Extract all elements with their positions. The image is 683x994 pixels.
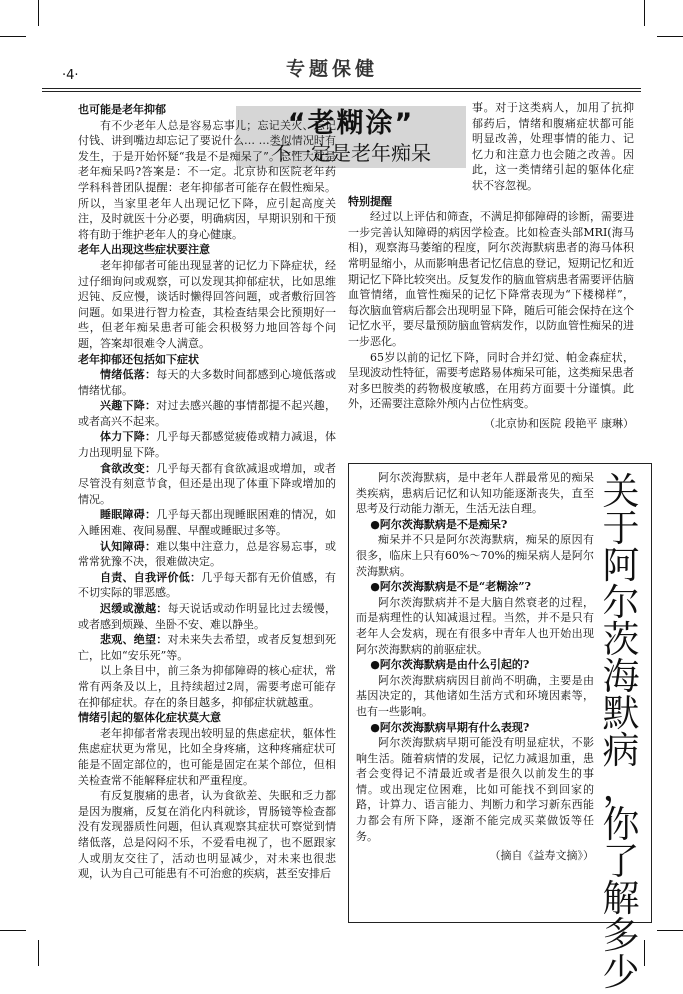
paragraph: 老年抑郁者常表现出较明显的焦虑症状，躯体性焦虑症状更为常见，比如全身疼痛，这种疼痛症状可能是不固定部位的，也可能是固定在某个部位，但相关检查常不能解释症状和严重程度。 <box>78 726 336 787</box>
heading-symptoms: 老年抑郁还包括如下症状 <box>78 352 199 366</box>
symptom-text: 对未来失去希望，或者反复想到死亡，比如“安乐死”等。 <box>78 633 336 662</box>
heading-special-reminder: 特别提醒 <box>348 194 392 208</box>
vertical-title-char: 茨 <box>602 618 640 661</box>
symptom-term: 睡眠障碍： <box>100 508 157 522</box>
headline: “老糊涂” <box>287 108 415 139</box>
symptom-text: 对过去感兴趣的事情都提不起兴趣，或者高兴不起来。 <box>78 399 336 428</box>
symptom-text: 难以集中注意力，总是容易忘事，或常常犹豫不决，很难做决定。 <box>78 539 336 569</box>
sidebar-content <box>356 470 594 864</box>
vertical-title-char: 你 <box>602 803 640 846</box>
vertical-title-char: 解 <box>602 877 640 920</box>
symptom-text: 几乎每天都有无价值感，有不切实际的罪恶感。 <box>78 570 336 600</box>
vertical-title-char: 海 <box>602 655 640 698</box>
byline: （北京协和医院 段艳平 康琳） <box>484 416 634 430</box>
symptom-item <box>78 539 336 570</box>
vertical-title-char: 病 <box>602 729 640 772</box>
symptom-item <box>78 601 336 632</box>
crop-mark-tr-v <box>644 0 645 26</box>
header-rule-bottom <box>42 91 641 92</box>
symptom-item <box>78 570 336 601</box>
symptom-text: 几乎每天都感觉疲倦或精力减退，体力出现明显下降。 <box>78 430 336 460</box>
vertical-title-char: 阿 <box>602 544 640 587</box>
sidebar-vertical-title <box>598 470 644 994</box>
vertical-title-char: 于 <box>602 507 640 550</box>
qa-answer: 阿尔茨海默病病因目前尚不明确，主要是由基因决定的，其他诸如生活方式和环境因素等，也有一些影响。 <box>356 673 594 718</box>
crop-mark-br-h <box>657 930 683 931</box>
right-column <box>348 100 634 431</box>
paragraph: 经过以上评估和筛查，不满足抑郁障碍的诊断，需要进一步完善认知障碍的病因学检查。比如检查头部MRI(海马相)，观察海马萎缩的程度，阿尔茨海默病患者的海马体积常明显缩小，从而影响患者记忆信息的登记，短期记忆和近期记忆下降比较突出。反复发作的脑血管病患者需要评估脑血管情绪，血管性痴呆的记忆下降常表现为“下楼梯样”，每次脑血管病后都会出现明显下降，随后可能会保持在这个记忆水平，要尽量预防脑血管病发作，以防血管性痴呆的进一步恶化。 <box>348 210 634 348</box>
qa-question: ●阿尔茨海默病是由什么引起的? <box>370 658 530 672</box>
section-title: 专题保健 <box>286 58 379 80</box>
symptom-term: 情绪低落： <box>100 368 157 382</box>
qa-question: ●阿尔茨海默病是不是“老糊涂”? <box>370 580 531 594</box>
symptom-item <box>78 507 336 538</box>
sidebar-intro: 阿尔茨海默病，是中老年人群最常见的痴呆类疾病，患病后记忆和认知功能逐渐丧失，直至思考及行动能力渐无，生活无法自理。 <box>356 471 594 516</box>
crop-mark-bl-v <box>38 940 39 966</box>
symptom-term: 认知障碍： <box>100 539 157 553</box>
crop-mark-bl-h <box>0 930 26 931</box>
vertical-title-char: 关 <box>602 470 640 513</box>
paragraph: 有反复腹痛的患者，认为食欲差、失眠和乏力都是因为腹痛，反复在消化内科就诊，胃肠镜等检查都没有发现器质性问题，但认真观察其症状可察觉到情绪低落，总是闷闷不乐，不爱看电视了，也不愿跟家人或朋友交往了，活动也明显减少，对未来也很悲观，认为自己可能患有不可治愈的疾病，甚至安排后 <box>78 789 336 881</box>
symptom-text: 几乎每天都出现睡眠困难的情况，如入睡困难、夜间易醒、早醒或睡眠过多等。 <box>78 508 336 538</box>
symptom-term: 迟缓或激越： <box>100 602 168 615</box>
symptom-text: 几乎每天都有食欲减退或增加，或者尽管没有刻意节食，但还是出现了体重下降或增加的情况。 <box>78 461 336 506</box>
vertical-title-char: ， <box>602 766 640 809</box>
symptom-list <box>78 367 336 663</box>
vertical-title-char: 默 <box>602 692 640 735</box>
symptom-item <box>78 429 336 460</box>
crop-mark-br-v <box>644 940 645 966</box>
qa-question: ●阿尔茨海默病是不是痴呆? <box>370 517 508 531</box>
heading-somatic: 情绪引起的躯体化症状莫大意 <box>78 711 221 725</box>
symptom-item <box>78 398 336 429</box>
subheadline: 不一定是老年痴呆 <box>271 141 431 165</box>
vertical-title-char: 少 <box>602 951 640 994</box>
symptom-term: 悲观、绝望： <box>100 633 168 647</box>
vertical-title-char: 尔 <box>602 581 640 624</box>
page-number: ·4· <box>62 68 79 83</box>
qa-answer: 阿尔茨海默病早期可能没有明显症状，不影响生活。随着病情的发展，记忆力减退加重，患者会变得记不清最近或者是很久以前发生的事情。或出现定位困难，比如可能找不到回家的路，计算力、语言能力、判断力和学习新东西能力都会有所下降，逐渐不能完成买菜做饭等任务。 <box>356 736 594 843</box>
symptom-item <box>78 461 336 508</box>
crop-mark-tl-v <box>38 0 39 26</box>
symptom-term: 自责、自我评价低： <box>100 570 202 584</box>
paragraph: 65岁以前的记忆下降，同时合并幻觉、帕金森症状，呈现波动性特征，需要考虑路易体痴呆可能，这类痴呆患者对多巴胺类的药物极度敏感，在用药方面要十分谨慎。此外，还需要注意除外颅内占位性病变。 <box>348 350 634 411</box>
heading-depression: 也可能是老年抑郁 <box>78 103 166 116</box>
symptom-item <box>78 632 336 663</box>
symptom-term: 食欲改变： <box>100 461 157 475</box>
qa-list <box>356 517 594 844</box>
paragraph: 以上条目中，前三条为抑郁障碍的核心症状，常常有两条及以上，且持续超过2周，需要考虑可能存在抑郁症状。存在的条目越多，抑郁症状就越重。 <box>78 664 336 709</box>
vertical-title-char: 了 <box>602 840 640 883</box>
paragraph: 有不少老年人总是容易忘事儿；忘记关火、忘记付钱、讲到嘴边却忘记了要说什么… …类似情况时有发生，于是开始怀疑“我是不是痴呆了”。忘性大就是老年痴呆吗?答案是：不一定。北京协和医院老年药学科科普团队提醒：老年抑郁者可能存在假性痴呆。所以，当家里老年人出现记忆下降，应引起高度关注，及时就医十分必要，明确病因，早期识别和干预将有助于维护老年人的身心健康。 <box>78 118 336 241</box>
crop-mark-tl-h <box>0 36 26 37</box>
symptom-text: 每天说话或动作明显比过去缓慢，或者感到烦躁、坐卧不安、难以静坐。 <box>78 602 336 631</box>
sidebar-source: （摘自《益寿文摘》） <box>489 849 594 863</box>
header-rule-top <box>42 88 641 89</box>
paragraph-continued: 事。对于这类病人，加用了抗抑郁药后，情绪和腹痛症状都可能明显改善，处理事情的能力、记忆力和注意力也会随之改善。因此，这一类情绪引起的躯体化症状不容忽视。 <box>472 101 634 192</box>
symptom-term: 兴趣下降： <box>100 399 157 413</box>
heading-warning-signs: 老年人出现这些症状要注意 <box>78 243 210 257</box>
crop-mark-tr-h <box>657 36 683 37</box>
symptom-term: 体力下降： <box>100 430 157 444</box>
symptom-text: 每天的大多数时间都感到心境低落或情绪忧郁。 <box>78 368 336 397</box>
qa-question: ●阿尔茨海默病早期有什么表现? <box>370 720 530 734</box>
left-column <box>78 102 336 882</box>
paragraph: 老年抑郁者可能出现显著的记忆力下降症状，经过仔细询问或观察，可以发现其抑郁症状，比如思维迟钝、反应慢，谈话时懒得回答问题，或者敷衍回答问题。如果进行智力检查，其检查结果会比预期好一些，但老年痴呆患者可能会积极努力地回答每个问题，答案却很难令人满意。 <box>78 258 336 350</box>
symptom-item <box>78 367 336 398</box>
qa-answer: 痴呆并不只是阿尔茨海默病，痴呆的原因有很多，临床上只有60%～70%的痴呆病人是阿尔茨海默病。 <box>356 533 594 578</box>
qa-answer: 阿尔茨海默病并不是大脑自然衰老的过程，而是病理性的认知减退过程。当然，并不是只有老年人会发病，现在有很多中青年人也开始出现阿尔茨海默病的前驱症状。 <box>356 595 594 656</box>
vertical-title-char: 多 <box>602 914 640 957</box>
